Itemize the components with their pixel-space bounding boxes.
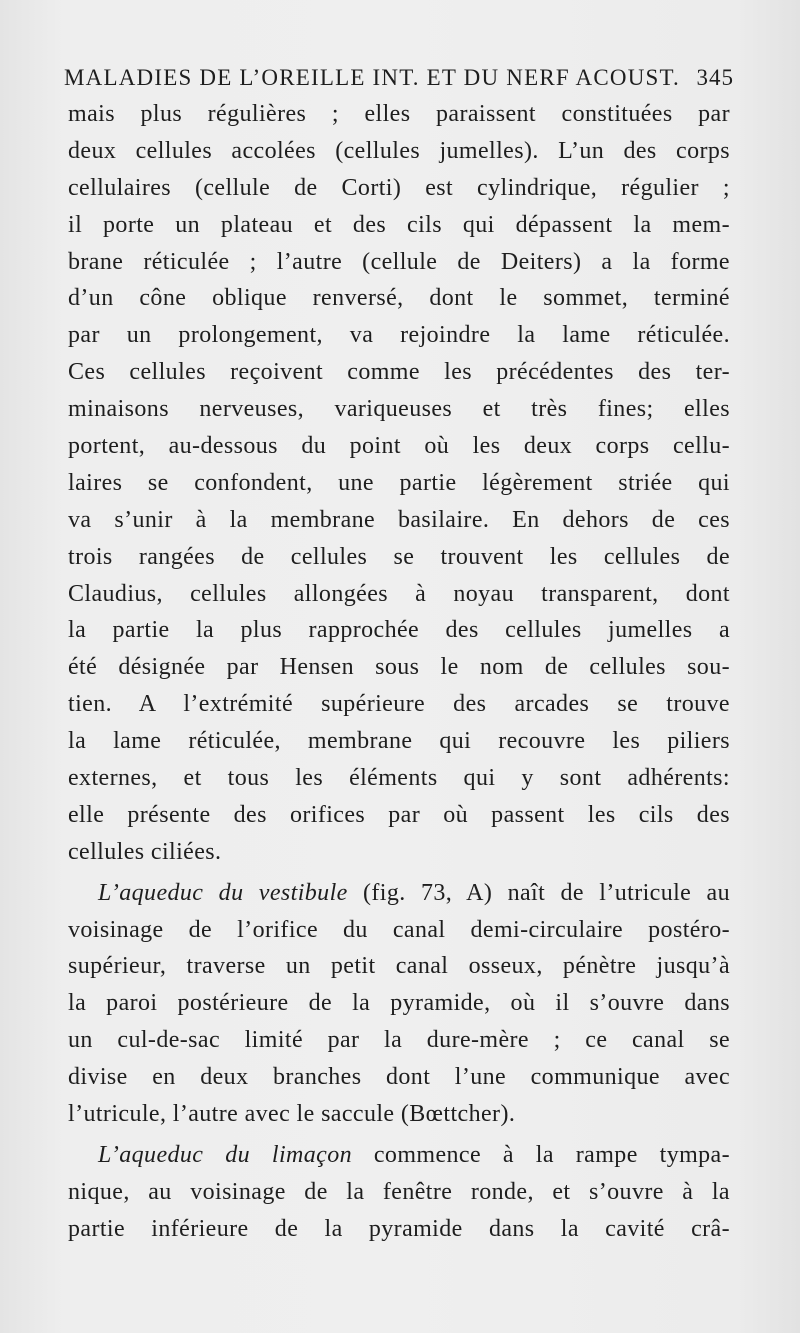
text-line: deux cellules accolées (cellules jumelles). L’un des corps xyxy=(68,137,730,164)
body-text xyxy=(68,96,730,1248)
paragraph-cells xyxy=(68,96,730,871)
paragraph-aqueduc-vestibule xyxy=(68,875,730,1133)
text-line: la partie la plus rapprochée des cellules jumelles a xyxy=(68,617,730,644)
text-line: partie inférieure de la pyramide dans la cavité crâ- xyxy=(68,1215,730,1242)
text-line: la lame réticulée, membrane qui recouvre les piliers xyxy=(68,728,730,755)
text-span: (fig. 73, A) naît de l’utricule au xyxy=(347,879,730,906)
text-line: cellules ciliées. xyxy=(68,838,222,865)
text-line: voisinage de l’orifice du canal demi-circulaire postéro- xyxy=(68,916,730,943)
text-line xyxy=(68,1137,730,1174)
text-line: nique, au voisinage de la fenêtre ronde, et s’ouvre à la xyxy=(68,1178,730,1205)
page-content xyxy=(64,60,734,1248)
text-line: un cul-de-sac limité par la dure-mère ; ce canal se xyxy=(68,1027,730,1054)
text-line: brane réticulée ; l’autre (cellule de Deiters) a la forme xyxy=(68,248,730,275)
text-line: externes, et tous les éléments qui y sont adhérents: xyxy=(68,765,730,792)
text-line: laires se confondent, une partie légèrement striée qui xyxy=(68,469,730,496)
text-line: trois rangées de cellules se trouvent les cellules de xyxy=(68,543,730,570)
italic-term: L’aqueduc du vestibule xyxy=(98,879,348,906)
text-line: va s’unir à la membrane basilaire. En dehors de ces xyxy=(68,506,730,533)
text-line: l’utricule, l’autre avec le saccule (Bœttcher). xyxy=(68,1101,516,1128)
text-line xyxy=(68,875,730,912)
text-line: divise en deux branches dont l’une communique avec xyxy=(68,1064,730,1091)
italic-term: L’aqueduc du limaçon xyxy=(98,1141,353,1168)
text-line: il porte un plateau et des cils qui dépassent la mem- xyxy=(68,211,730,238)
text-line: d’un cône oblique renversé, dont le sommet, terminé xyxy=(68,285,730,312)
running-head xyxy=(64,60,734,96)
running-title: MALADIES DE L’OREILLE INT. ET DU NERF ACOUST. xyxy=(64,65,680,90)
text-line: supérieur, traverse un petit canal osseux, pénètre jusqu’à xyxy=(68,953,730,980)
text-line: par un prolongement, va rejoindre la lame réticulée. xyxy=(68,322,730,349)
text-line: Ces cellules reçoivent comme les précédentes des ter- xyxy=(68,359,730,386)
text-span: commence à la rampe tympa- xyxy=(352,1141,731,1168)
text-line: minaisons nerveuses, variqueuses et très fines; elles xyxy=(68,396,730,423)
text-line: elle présente des orifices par où passent les cils des xyxy=(68,801,730,828)
text-line: Claudius, cellules allongées à noyau transparent, dont xyxy=(68,580,730,607)
text-line: la paroi postérieure de la pyramide, où il s’ouvre dans xyxy=(68,990,730,1017)
text-line: tien. A l’extrémité supérieure des arcades se trouve xyxy=(68,691,730,718)
paragraph-aqueduc-limacon xyxy=(68,1137,730,1248)
text-line: cellulaires (cellule de Corti) est cylindrique, régulier ; xyxy=(68,174,730,201)
text-line: mais plus régulières ; elles paraissent constituées par xyxy=(68,101,730,127)
text-line: été désignée par Hensen sous le nom de cellules sou- xyxy=(68,654,730,681)
text-line: portent, au-dessous du point où les deux corps cellu- xyxy=(68,433,730,460)
page-number: 345 xyxy=(696,65,734,90)
